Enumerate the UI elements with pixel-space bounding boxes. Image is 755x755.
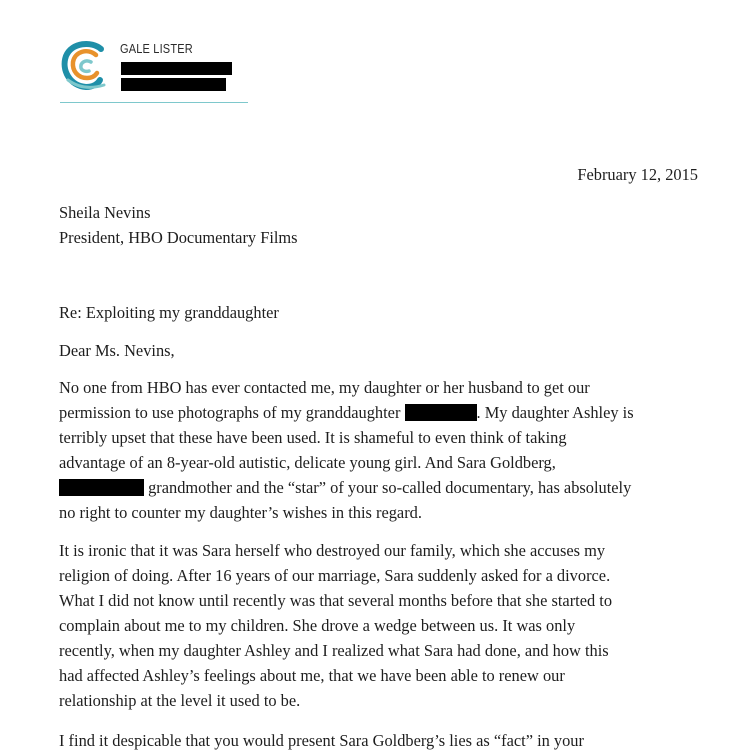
- subject-line: Re: Exploiting my granddaughter: [59, 303, 279, 322]
- redaction-bar: [59, 479, 144, 496]
- recipient-name: Sheila Nevins: [59, 203, 151, 222]
- redaction-bar: [121, 62, 232, 75]
- letterhead-name: GALE LISTER: [120, 42, 193, 56]
- text-segment: permission to use photographs of my granddaughter: [59, 403, 401, 422]
- paragraph-line: complain about me to my children. She drove a wedge between us. It was only: [59, 616, 576, 635]
- letter-date: February 12, 2015: [577, 165, 698, 184]
- salutation: Dear Ms. Nevins,: [59, 341, 175, 360]
- paragraph-line: advantage of an 8-year-old autistic, delicate young girl. And Sara Goldberg,: [59, 453, 556, 472]
- paragraph-line: recently, when my daughter Ashley and I realized what Sara had done, and how this: [59, 641, 609, 660]
- paragraph-line: I find it despicable that you would present Sara Goldberg’s lies as “fact” in your: [59, 731, 584, 750]
- letterhead: [60, 40, 248, 104]
- paragraph-line: No one from HBO has ever contacted me, my daughter or her husband to get our: [59, 378, 590, 397]
- text-segment: grandmother and the “star” of your so-called documentary, has absolutely: [144, 478, 632, 497]
- paragraph-line: no right to counter my daughter’s wishes in this regard.: [59, 503, 422, 522]
- redaction-bar: [405, 404, 477, 421]
- recipient-title: President, HBO Documentary Films: [59, 228, 298, 247]
- wave-logo-icon: [60, 40, 110, 92]
- paragraph-line: [59, 475, 631, 500]
- letterhead-divider: [60, 102, 248, 103]
- paragraph-line: [59, 400, 634, 425]
- paragraph-line: had affected Ashley’s feelings about me, that we have been able to renew our: [59, 666, 565, 685]
- paragraph-line: relationship at the level it used to be.: [59, 691, 301, 710]
- paragraph-line: What I did not know until recently was that several months before that she started to: [59, 591, 613, 610]
- redaction-bar: [121, 78, 226, 91]
- paragraph-line: terribly upset that these have been used. It is shameful to even think of taking: [59, 428, 567, 447]
- text-segment: . My daughter Ashley is: [476, 403, 634, 422]
- paragraph-line: It is ironic that it was Sara herself who destroyed our family, which she accuses my: [59, 541, 606, 560]
- paragraph-line: religion of doing. After 16 years of our marriage, Sara suddenly asked for a divorce.: [59, 566, 611, 585]
